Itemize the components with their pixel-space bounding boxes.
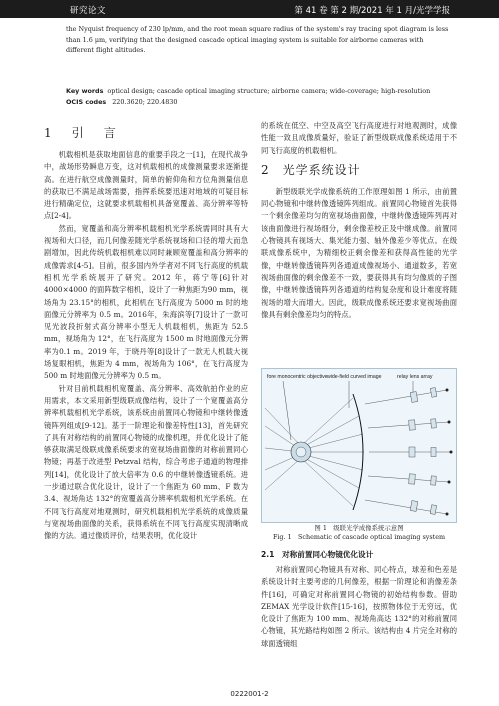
intro-paragraph-1: 机载相机是获取地面信息的重要手段之一[1]，在现代战争中，战场形势瞬息万变，这对机载相机的成像测量要求逐渐提高。在进行航空成像测量时，简单的俯仰角和方位角测量信息的获取已不满足战场需要，指挥系统要迅速对地域的可疑目标进行精确定位，这就要求机载相机具备宽覆盖、高分辨率等特点[2-4]。 xyxy=(44,150,248,221)
label-fore-objective: fore monocentric objective xyxy=(267,374,328,380)
intro-paragraph-3: 针对目前机载相机宽覆盖、高分辨率、高效航拍作业的应用需求，本文采用新型级联成像结构，设计了一个宽覆盖高分辨率机载相机光学系统，该系统由前置同心物镜和中继转像透镜阵列组成[9-12]。基于一阶理论和像差特性[13]，首先研究了具有对称结构的前置同心物镜的成像机理，并优化设计了能够获取满足级联成像系统要求的宽视场曲面像的对称前置同心物镜；再基于改进型 Petzval 结构，综合考虑子通道的物理排列[14]，优化设计了放大倍率为 0.6 的中继转像透镜系统。进一步通过联合优化设计，设计了一个焦距为 60 mm、F 数为 3.4、视场角达 132°的宽覆盖高分辨率机载相机光学系统。在不同飞行高度对地观测时，研究机载相机光学系统的成像质量与宽视场曲面像的关系，获得系统在不同飞行高度实现清晰成像的方法。通过像质评价，结果表明，优化设计 xyxy=(44,383,248,541)
right-column-bottom xyxy=(261,546,457,650)
section-2-paragraph: 新型级联光学成像系统的工作原理如图 1 所示，由前置同心物镜和中继转像透镜阵列组成。前置同心物镜首先获得一个剩余像差均匀的宽视场曲面像，中继转像透镜阵列再对该曲面像进行视场细分，剩余像差校正及中继成像。前置同心物镜具有视场大、集光能力强、轴外像差少等优点。在级联成像系统中，为精细校正剩余像差和获得高性能的光学像，中继转像透镜阵列各通道成像视场小、通道数多，若宽视场曲面像的剩余像差不一致，要获得具有均匀像质的子图像，中继转像透镜阵列各通道的结构复杂度和设计难度将随视场的增大而增大。因此，级联成像系统还要求宽视场曲面像具有剩余像差均匀的特点。 xyxy=(261,186,457,319)
section-2-heading: 2 光学系统设计 xyxy=(261,162,361,177)
figure-1-schematic xyxy=(261,368,457,523)
keywords-label: Key words xyxy=(66,87,104,95)
keywords-text: optical design; cascade optical imaging structure; airborne camera; wide-coverage; high-resolution xyxy=(107,87,431,95)
header-journal-info: 第 41 卷 第 2 期/2021 年 1 月/光学学报 xyxy=(294,6,450,16)
subsection-2-1-heading: 2.1 对称前置同心物镜优化设计 xyxy=(261,550,374,559)
label-curved-image: wide-field curved image xyxy=(327,374,382,380)
figure-caption-cn: 图 1 级联光学成像系统示意图 xyxy=(314,524,404,532)
section-1-heading: 1 引 言 xyxy=(44,126,120,140)
running-header xyxy=(0,0,499,18)
figure-caption-en: Fig. 1 Schematic of cascade optical imaging system xyxy=(272,533,446,541)
keywords-line xyxy=(66,87,456,96)
intro-paragraph-continued: 的系统在低空、中空及高空飞行高度进行对地观测时，成像性能一致且成像质量好，验证了新型级联成像系统适用于不同飞行高度的机载相机。 xyxy=(261,121,457,155)
intro-paragraph-2: 然而，宽覆盖和高分辨率机载相机光学系统需同时具有大视场和大口径，而几何像差随光学系统视场和口径的增大而急剧增加，因此传统机载相机难以同时兼顾宽覆盖和高分辨率的成像需求[4-5]。目前，很多国内外学者对不同飞行高度的机载相机光学系统展开了研究。2012 年，蒋宁等[6]针对4000×4000 的面阵数字相机，设计了一种焦距为90 mm，视场角为 23.15°的相机，此相机在飞行高度为 5000 m 时的地面像元分辨率为 0.5 m。2016年，朱海滨等[7]设计了一款可见光波段折射式高分辨率小型无人机载相机，焦距为 52.5 mm，视场角为 12°，在飞行高度为 1500 m 时地面像元分辨率为0.1 m。2019 年，于晓丹等[8]设计了一款无人机载大视场复眼相机，焦距为 4 mm，视场角为 106°，在飞行高度为 500 m 时地面像元分辨率为 0.5 m。 xyxy=(44,223,248,381)
ocis-line xyxy=(66,98,177,106)
left-column xyxy=(44,120,248,543)
right-column-top xyxy=(261,120,457,321)
ocis-codes: 220.3620; 220.4830 xyxy=(112,98,178,106)
figure-1-caption xyxy=(261,524,457,542)
page-number: 0222001-2 xyxy=(230,690,269,698)
subsection-2-1-paragraph: 对称前置同心物镜具有对称、同心特点，球差和色差是系统设计时主要考虑的几何像差，根据一阶理论和消像差条件[16]，可确定对称前置同心物镜的初始结构参数。借助 ZEMAX 光学设计软件[15-16]，按照物体位于无穷远，优化设计了焦距为 100 mm、视场角高达 132°的对称前置同心物镜，其光路结构如图 2 所示。该结构由 4 片完全对称的球面透镜组 xyxy=(261,565,457,648)
figure-frame xyxy=(262,369,457,523)
label-relay-array: relay lens array xyxy=(397,374,433,380)
header-section-label: 研究论文 xyxy=(70,6,107,16)
ocis-label: OCIS codes xyxy=(66,98,107,106)
abstract-tail: the Nyquist frequency of 230 lp/mm, and the root mean square radius of the system's ray tracing spot diagram is less than 1.6 μm, verifying that the designed cascade optical imaging system is suitable for airborne cameras with different flight altitudes. xyxy=(66,25,449,55)
